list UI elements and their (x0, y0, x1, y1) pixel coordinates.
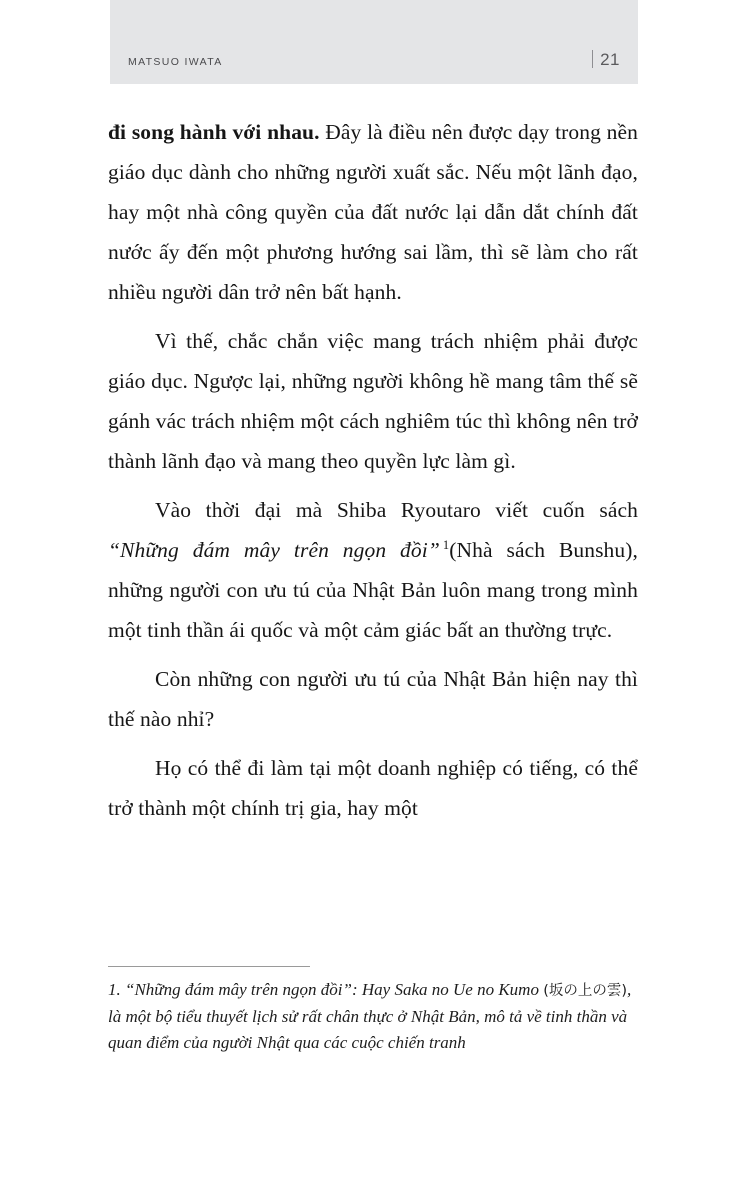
paragraph-continuation-rest: Đây là điều nên được dạy trong nền giáo dục dành cho những người xuất sắc. Nếu một lãnh đạo, hay một nhà công quyền của đất nước lại dẫn dắt chính đất nước ấy đến một phương hướng sai lầm, thì sẽ làm cho rất nhiều người dân trở nên bất hạnh. (108, 120, 638, 304)
paragraph-4: Còn những con người ưu tú của Nhật Bản hiện nay thì thế nào nhỉ? (108, 667, 638, 731)
footnote-number-and-title: 1. “Những đám mây trên ngọn đồi”: Hay Saka no Ue no Kumo (108, 980, 544, 999)
page-folio (592, 47, 620, 70)
body-text-column (108, 112, 638, 828)
paragraph-continuation (108, 112, 638, 312)
paragraph-2: Vì thế, chắc chắn việc mang trách nhiệm phải được giáo dục. Ngược lại, những người không hề mang tâm thế sẽ gánh vác trách nhiệm một cách nghiêm túc thì không nên trở thành lãnh đạo và mang theo quyền lực làm gì. (108, 329, 638, 473)
footnote-text (108, 977, 638, 1056)
footnote-description: , là một bộ tiểu thuyết lịch sử rất chân thực ở Nhật Bản, mô tả về tinh thần và quan điểm của người Nhật qua các cuộc chiến tranh (108, 980, 632, 1052)
paragraph-3-after-title: (Nhà sách Bunshu), những người con ưu tú của Nhật Bản luôn mang trong mình một tinh thần ái quốc và một cảm giác bất an thường trực. (108, 538, 638, 642)
footnote-separator-rule (108, 966, 310, 967)
running-head-inner (110, 47, 638, 70)
footnote-block (108, 966, 638, 1056)
lead-bold-run: đi song hành với nhau. (108, 120, 320, 144)
footnote-reference-marker[interactable]: 1 (442, 537, 450, 552)
book-title-italic: “Những đám mây trên ngọn đồi” (108, 538, 440, 562)
paragraph-3 (108, 490, 638, 650)
footnote-japanese-title: (坂の上の雲) (543, 983, 628, 999)
paragraph-5: Họ có thể đi làm tại một doanh nghiệp có tiếng, có thể trở thành một chính trị gia, hay một (108, 756, 638, 820)
paragraph-3-before-title: Vào thời đại mà Shiba Ryoutaro viết cuốn sách (155, 498, 638, 522)
folio-divider-icon (592, 50, 593, 68)
running-head-band (110, 0, 638, 84)
page-number: 21 (600, 50, 620, 69)
running-head-author: MATSUO IWATA (128, 56, 223, 68)
